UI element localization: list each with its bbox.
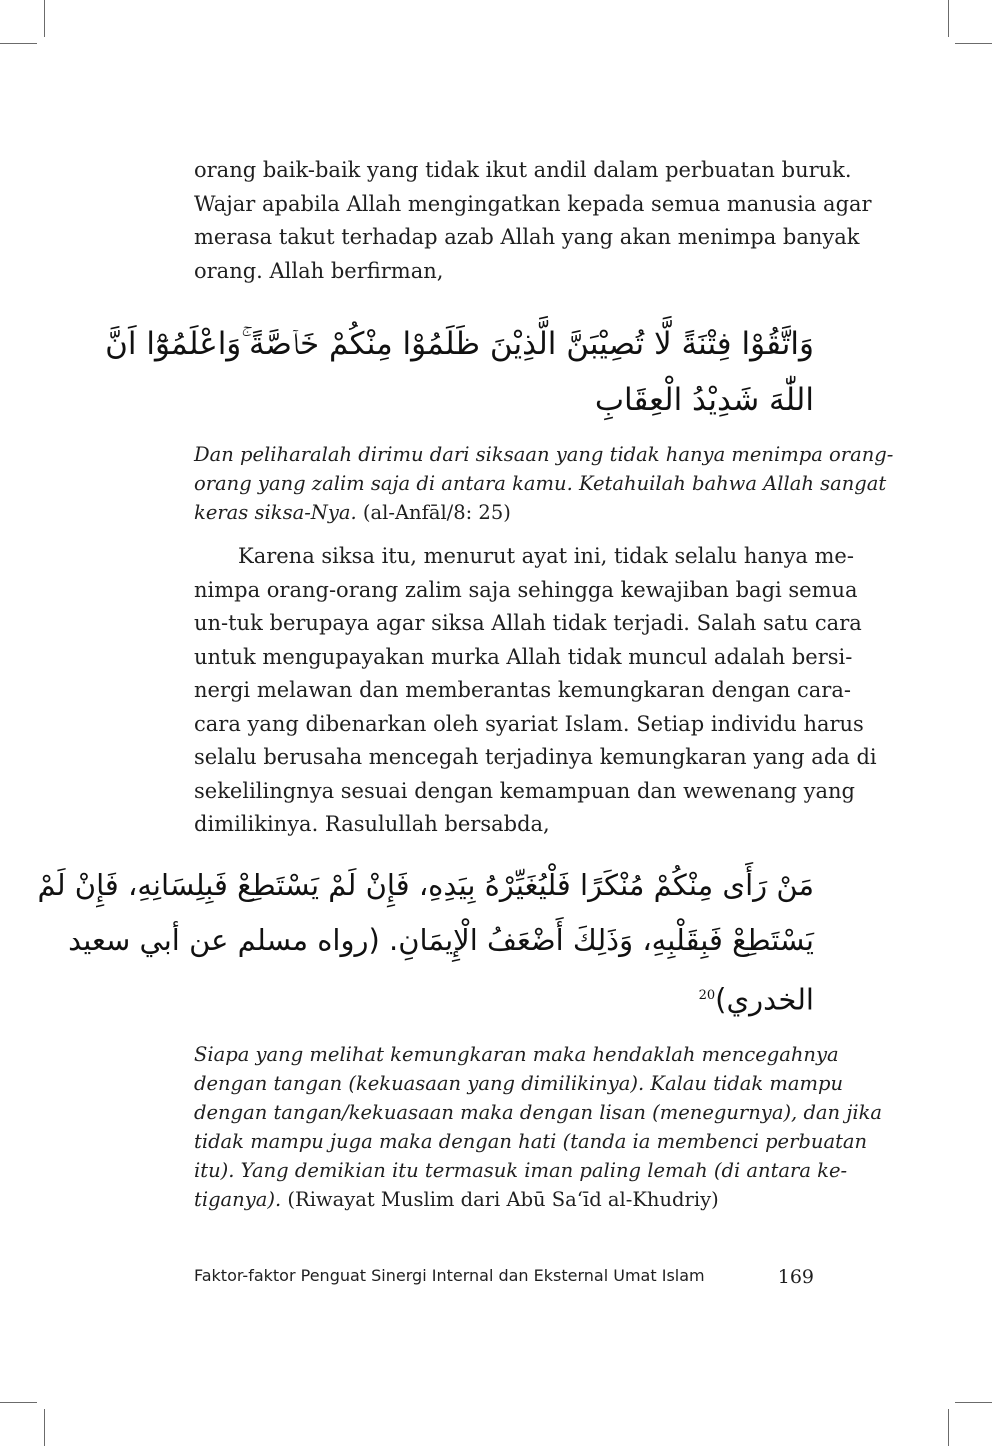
text-line: Karena siksa itu, menurut ayat ini, tidak selalu hanya me- bbox=[238, 544, 854, 568]
hadith-arabic bbox=[37, 858, 814, 1028]
crop-mark bbox=[0, 1402, 37, 1403]
arabic-line: اللّٰهَ شَدِيْدُ الْعِقَابِ bbox=[594, 382, 814, 418]
translation-tail: tiganya). bbox=[194, 1188, 282, 1211]
arabic-line: يَسْتَطِعْ فَبِقَلْبِهِ، وَذَلِكَ أَضْعَفُ الْإِيمَانِ. (رواه مسلم عن أبي سعيد bbox=[68, 923, 814, 957]
arabic-line: مَنْ رَأَى مِنْكُمْ مُنْكَرًا فَلْيُغَيِّرْهُ بِيَدِهِ، فَإِنْ لَمْ يَسْتَطِعْ فَبِلِسَانِهِ، فَإِنْ لَمْ bbox=[37, 868, 814, 902]
verse-translation bbox=[194, 440, 894, 527]
text-line: dimilikinya. Rasulullah bersabda, bbox=[194, 812, 550, 836]
text-line: un-tuk berupaya agar siksa Allah tidak terjadi. Salah satu cara bbox=[194, 611, 862, 635]
crop-mark bbox=[955, 1402, 992, 1403]
crop-mark bbox=[955, 43, 992, 44]
crop-mark bbox=[948, 0, 949, 37]
text-line: orang baik-baik yang tidak ikut andil dalam perbuatan buruk. bbox=[194, 158, 852, 182]
page-number: 169 bbox=[777, 1266, 814, 1288]
verse-reference: (al-Anfāl/8: 25) bbox=[356, 501, 511, 524]
running-title: Faktor-faktor Penguat Sinergi Internal dan Eksternal Umat Islam bbox=[194, 1266, 705, 1285]
footnote-marker[interactable]: 20 bbox=[698, 988, 716, 1003]
text-line: cara yang dibenarkan oleh syariat Islam. Setiap individu harus bbox=[194, 711, 864, 736]
text-line: dengan tangan/kekuasaan maka dengan lisan (menegurnya), dan jika bbox=[194, 1101, 883, 1124]
intro-paragraph bbox=[194, 154, 872, 288]
crop-mark bbox=[0, 43, 37, 44]
text-line: nergi melawan dan memberantas kemungkaran dengan cara- bbox=[194, 678, 851, 702]
hadith-reference: (Riwayat Muslim dari Abū Sa‘īd al-Khudriy) bbox=[281, 1188, 719, 1211]
crop-mark bbox=[948, 1409, 949, 1446]
text-line: Wajar apabila Allah mengingatkan kepada semua manusia agar bbox=[194, 191, 872, 216]
crop-mark bbox=[44, 0, 45, 37]
page-footer bbox=[194, 1266, 814, 1288]
text-line: nimpa orang-orang zalim saja sehingga kewajiban bagi semua bbox=[194, 577, 858, 602]
text-line: sekelilingnya sesuai dengan kemampuan dan wewenang yang bbox=[194, 778, 855, 803]
text-line: itu). Yang demikian itu termasuk iman paling lemah (di antara ke- bbox=[194, 1159, 848, 1182]
text-line: untuk mengupayakan murka Allah tidak muncul adalah bersi- bbox=[194, 644, 853, 669]
text-line: orang yang zalim saja di antara kamu. Ketahuilah bahwa Allah sangat bbox=[194, 472, 887, 495]
arabic-line: وَاتَّقُوْا فِتْنَةً لَّا تُصِيْبَنَّ الَّذِيْنَ ظَلَمُوْا مِنْكُمْ خَاۤصَّةً ۚوَاعْلَمُوْٓا اَنَّ bbox=[105, 326, 814, 362]
arabic-tail: الخدري) bbox=[715, 982, 814, 1017]
hadith-translation bbox=[194, 1040, 883, 1214]
translation-tail: keras siksa-Nya. bbox=[194, 501, 357, 524]
text-line: Dan peliharalah dirimu dari siksaan yang tidak hanya menimpa orang- bbox=[194, 443, 894, 466]
text-line bbox=[194, 1185, 812, 1214]
text-line: selalu berusaha mencegah terjadinya kemungkaran yang ada di bbox=[194, 745, 877, 769]
body-paragraph bbox=[194, 540, 877, 842]
text-line: orang. Allah berfirman, bbox=[194, 258, 444, 283]
text-line bbox=[194, 498, 812, 527]
text-line: Siapa yang melihat kemungkaran maka hendaklah mencegahnya bbox=[194, 1043, 839, 1066]
text-line: merasa takut terhadap azab Allah yang akan menimpa banyak bbox=[194, 225, 860, 249]
crop-mark bbox=[44, 1409, 45, 1446]
text-line: tidak mampu juga maka dengan hati (tanda ia membenci perbuatan bbox=[194, 1130, 868, 1153]
text-line: dengan tangan (kekuasaan yang dimilikinya). Kalau tidak mampu bbox=[194, 1072, 844, 1095]
quran-verse bbox=[105, 316, 814, 428]
arabic-line bbox=[194, 968, 814, 1028]
